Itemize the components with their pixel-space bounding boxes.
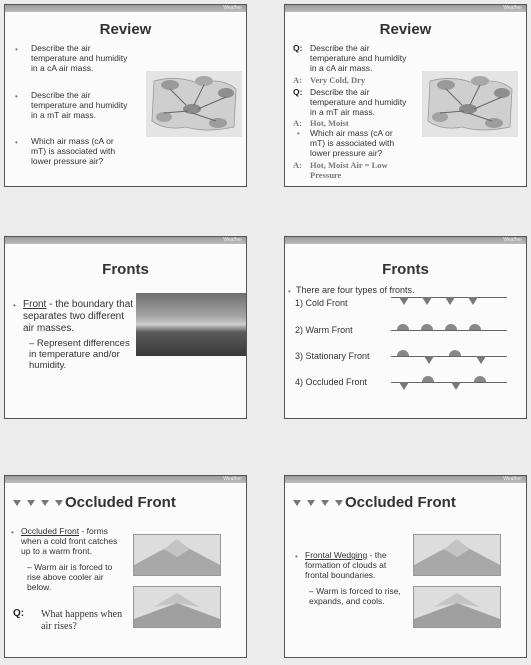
bullet-icon: • [15, 138, 18, 147]
bullet-text: Which air mass (cA or mT) is associated with lower pressure air? [31, 136, 116, 166]
stationary-semicircle-icon [449, 350, 461, 356]
term-occluded-front: Occluded Front [21, 526, 80, 536]
term-frontal-wedging: Frontal Wedging [305, 550, 368, 560]
slide-header-bar: Weather [285, 476, 526, 483]
warm-front-semicircle-icon [421, 324, 433, 330]
decor-triangle-icon [307, 500, 315, 506]
front-type-label: 3) Stationary Front [295, 351, 370, 361]
bullet-icon: • [295, 552, 298, 561]
bullet-text: Which air mass (cA or mT) is associated with lower pressure air? [310, 128, 395, 158]
front-type-label: 2) Warm Front [295, 325, 353, 335]
slide-header-bar: Weather [285, 237, 526, 244]
decor-triangle-icon [27, 500, 35, 506]
question-label: Q: [293, 43, 303, 53]
occluded-front-diagram-top [133, 534, 221, 576]
decor-triangle-icon [41, 500, 49, 506]
air-mass-map-image [146, 71, 242, 137]
cold-front-triangle-icon [422, 297, 432, 305]
answer-text: Hot, Moist Air = Low Pressure [310, 160, 388, 180]
question-label: Q: [293, 87, 303, 97]
definition-text [21, 526, 121, 556]
occluded-triangle-icon [399, 382, 409, 390]
bullet-icon: • [11, 528, 14, 537]
decor-triangle-icon [335, 500, 343, 506]
decor-triangle-icon [55, 500, 63, 506]
question-text: What happens when air rises? [41, 609, 123, 632]
cold-front-triangle-icon [399, 297, 409, 305]
slide-title: Review [99, 21, 152, 38]
cold-front-triangle-icon [445, 297, 455, 305]
warm-front-semicircle-icon [397, 324, 409, 330]
definition-text [23, 299, 135, 335]
question-label: Q: [13, 608, 25, 619]
slide-header-bar: Weather [5, 237, 246, 244]
slide-title: Fronts [102, 261, 149, 278]
warm-front-semicircle-icon [469, 324, 481, 330]
title-triangle-decoration [293, 500, 343, 506]
term-front: Front [23, 299, 47, 310]
bullet-icon: • [297, 129, 300, 138]
occluded-semicircle-icon [422, 376, 434, 382]
slide-title: Occluded Front [65, 494, 176, 511]
slide-title: Review [379, 21, 432, 38]
air-mass-map-image [422, 71, 518, 137]
bullet-icon: • [13, 301, 16, 310]
title-triangle-decoration [13, 500, 63, 506]
occluded-semicircle-icon [474, 376, 486, 382]
decor-triangle-icon [13, 500, 21, 506]
intro-text: There are four types of fronts. [296, 285, 415, 295]
occluded-triangle-icon [451, 382, 461, 390]
definition-body: - the boundary that separates two different air masses. [23, 299, 134, 334]
slide-title: Fronts [382, 261, 429, 278]
slide-fronts-definition [4, 236, 247, 419]
bullet-text: Describe the air temperature and humidity in a cA air mass. [31, 43, 128, 73]
sub-bullet-text: – Warm air is forced to rise above cooler air below. [27, 562, 113, 592]
warm-front-semicircles [397, 324, 481, 330]
bullet-icon: • [288, 287, 291, 296]
slide-header-bar: Weather [285, 5, 526, 12]
definition-body: - forms when a cold front catches up to a warm front. [21, 526, 118, 556]
bullet-text: Describe the air temperature and humidity in a mT air mass. [31, 90, 128, 120]
cold-front-triangle-icon [468, 297, 478, 305]
stationary-front-symbol [391, 356, 507, 357]
slide-header-bar: Weather [5, 476, 246, 483]
slide-review-answers [284, 4, 527, 187]
sub-bullet-text: – Warm is forced to rise, expands, and cools. [309, 586, 401, 606]
answer-text: Very Cold, Dry [310, 75, 366, 85]
slide-header-bar: Weather [5, 5, 246, 12]
slide-frontal-wedging [284, 475, 527, 658]
warm-front-semicircle-icon [445, 324, 457, 330]
cold-front-triangles [399, 297, 478, 305]
stationary-triangle-icon [424, 356, 434, 364]
question-text: Describe the air temperature and humidity in a cA air mass. [310, 43, 407, 73]
slide-occluded-front [4, 475, 247, 658]
decor-triangle-icon [321, 500, 329, 506]
question-text: Describe the air temperature and humidity in a mT air mass. [310, 87, 407, 117]
definition-body: - the formation of clouds at frontal boundaries. [305, 550, 387, 580]
front-type-label: 4) Occluded Front [295, 377, 368, 387]
slide-four-fronts [284, 236, 527, 419]
stationary-semicircle-icon [397, 350, 409, 356]
answer-text: Hot, Moist [310, 118, 349, 128]
front-landscape-photo [136, 293, 246, 356]
front-type-label: 1) Cold Front [295, 298, 348, 308]
definition-text [305, 550, 405, 580]
slide-review-questions [4, 4, 247, 187]
answer-label: A: [293, 118, 302, 128]
decor-triangle-icon [293, 500, 301, 506]
occluded-front-diagram-bottom [133, 586, 221, 628]
frontal-wedging-diagram-bottom [413, 586, 501, 628]
slide-title: Occluded Front [345, 494, 456, 511]
bullet-icon: • [15, 45, 18, 54]
frontal-wedging-diagram-top [413, 534, 501, 576]
answer-label: A: [293, 160, 302, 170]
sub-bullet-text: – Represent differences in temperature and/or humidity. [29, 338, 130, 371]
warm-front-symbol [391, 330, 507, 331]
bullet-icon: • [15, 92, 18, 101]
answer-label: A: [293, 75, 302, 85]
stationary-triangle-icon [476, 356, 486, 364]
